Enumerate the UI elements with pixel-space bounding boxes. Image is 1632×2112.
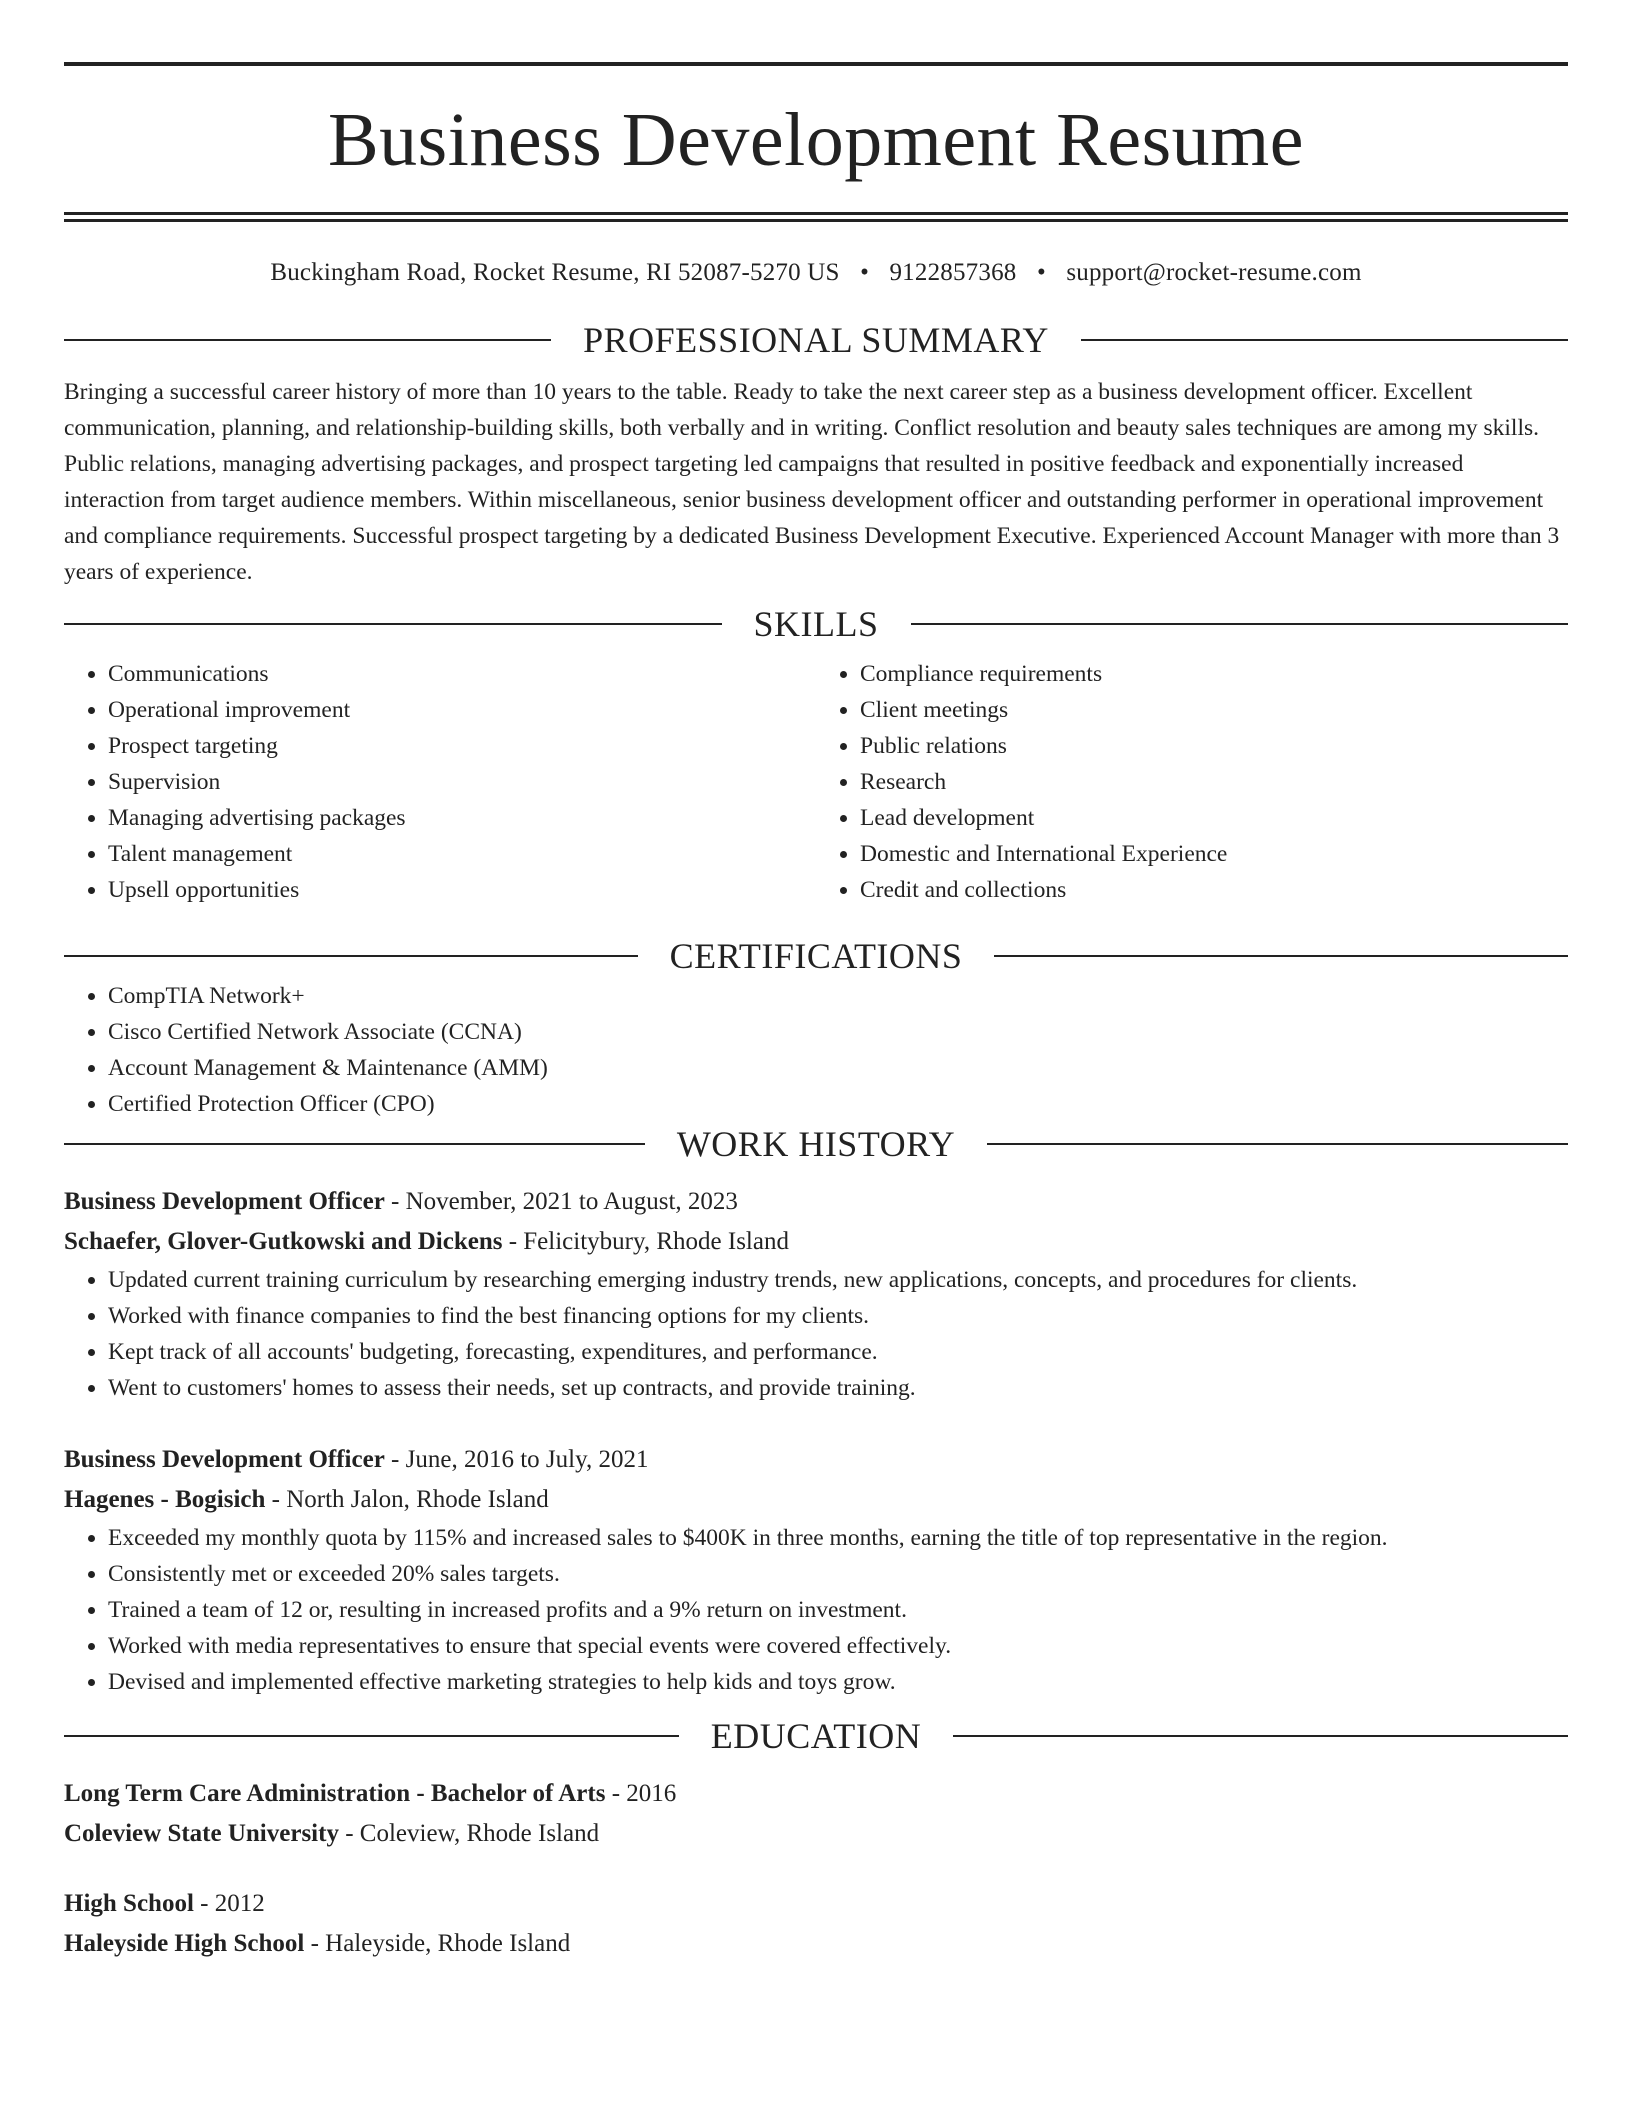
section-header-work	[64, 1122, 1568, 1166]
certification-item: • Cisco Certified Network Associate (CCNA)	[108, 1014, 1568, 1050]
section-title-education: EDUCATION	[710, 1716, 922, 1756]
section-rule-left	[64, 623, 722, 625]
job-company-line	[64, 1480, 1568, 1520]
section-rule-right	[911, 623, 1569, 625]
job-title: Business Development Officer	[64, 1446, 385, 1473]
education-location: - Coleview, Rhode Island	[338, 1820, 600, 1847]
skills-column-right	[816, 656, 1568, 908]
skill-item: • Compliance requirements	[860, 656, 1568, 692]
skill-item: • Research	[860, 764, 1568, 800]
job-dates: - June, 2016 to July, 2021	[384, 1446, 649, 1473]
education-year: - 2016	[605, 1780, 677, 1807]
certification-item: • Certified Protection Officer (CPO)	[108, 1086, 1568, 1122]
job-bullet: • Trained a team of 12 or, resulting in increased profits and a 9% return on investment.	[108, 1592, 1568, 1628]
job-entry	[64, 1182, 1568, 1406]
skill-item: • Lead development	[860, 800, 1568, 836]
skill-item: • Supervision	[108, 764, 816, 800]
skills-list-left	[64, 656, 816, 908]
contact-address: Buckingham Road, Rocket Resume, RI 52087-5270 US	[270, 259, 840, 286]
job-bullet: • Updated current training curriculum by researching emerging industry trends, new applications, concepts, and procedures for clients.	[108, 1262, 1568, 1298]
section-rule-left	[64, 339, 551, 341]
contact-separator: •	[860, 259, 870, 286]
summary-paragraph: Bringing a successful career history of more than 10 years to the table. Ready to take the next career step as a business development officer. Excellent communication, planning, and relationship-building skills, both verbally and in writing. Conflict resolution and beauty sales techniques are among my skills. Public relations, managing advertising packages, and prospect targeting led campaigns that resulted in positive feedback and exponentially increased interaction from target audience members. Within miscellaneous, senior business development officer and outstanding performer in operational improvement and compliance requirements. Successful prospect targeting by a dedicated Business Development Executive. Experienced Account Manager with more than 3 years of experience.	[64, 379, 1560, 585]
skill-item: • Talent management	[108, 836, 816, 872]
contact-line	[64, 258, 1568, 288]
skill-item: • Upsell opportunities	[108, 872, 816, 908]
section-rule-right	[994, 955, 1568, 957]
job-bullet: • Worked with media representatives to ensure that special events were covered effectively.	[108, 1628, 1568, 1664]
education-degree: Long Term Care Administration - Bachelor of Arts	[64, 1780, 606, 1807]
section-rule-right	[1081, 339, 1568, 341]
section-header-certifications	[64, 934, 1568, 978]
skill-item: • Prospect targeting	[108, 728, 816, 764]
education-school: Coleview State University	[64, 1820, 339, 1847]
certification-item: • CompTIA Network+	[108, 978, 1568, 1014]
skill-item: • Public relations	[860, 728, 1568, 764]
job-dates: - November, 2021 to August, 2023	[384, 1188, 738, 1215]
job-title-line	[64, 1182, 1568, 1222]
education-degree-line	[64, 1774, 1568, 1814]
job-location: - North Jalon, Rhode Island	[265, 1486, 549, 1513]
job-bullet: • Went to customers' homes to assess their needs, set up contracts, and provide training.	[108, 1370, 1568, 1406]
education-entry	[64, 1884, 1568, 1964]
section-title-skills: SKILLS	[753, 604, 879, 644]
section-title-summary: PROFESSIONAL SUMMARY	[583, 320, 1049, 360]
contact-email: support@rocket-resume.com	[1066, 259, 1362, 286]
job-location: - Felicitybury, Rhode Island	[502, 1228, 789, 1255]
job-company: Hagenes - Bogisich	[64, 1486, 266, 1513]
page-title: Business Development Resume	[327, 98, 1305, 182]
certification-item: • Account Management & Maintenance (AMM)	[108, 1050, 1568, 1086]
education-location: - Haleyside, Rhode Island	[304, 1930, 571, 1957]
education-degree-line	[64, 1884, 1568, 1924]
section-header-education	[64, 1714, 1568, 1758]
job-entry	[64, 1440, 1568, 1700]
section-rule-right	[953, 1735, 1568, 1737]
job-company-line	[64, 1222, 1568, 1262]
education-degree: High School	[64, 1890, 194, 1917]
job-bullet: • Kept track of all accounts' budgeting, forecasting, expenditures, and performance.	[108, 1334, 1568, 1370]
job-title: Business Development Officer	[64, 1188, 385, 1215]
education-school: Haleyside High School	[64, 1930, 305, 1957]
skill-item: • Credit and collections	[860, 872, 1568, 908]
education-entry	[64, 1774, 1568, 1854]
title-double-rule	[64, 212, 1568, 222]
section-rule-left	[64, 955, 638, 957]
skills-grid	[64, 656, 1568, 908]
education-school-line	[64, 1924, 1568, 1964]
section-title-certifications: CERTIFICATIONS	[669, 936, 963, 976]
contact-phone: 9122857368	[889, 259, 1017, 286]
section-rule-right	[987, 1143, 1568, 1145]
education-year: - 2012	[193, 1890, 265, 1917]
contact-separator: •	[1036, 259, 1046, 286]
skill-item: • Domestic and International Experience	[860, 836, 1568, 872]
section-header-skills	[64, 602, 1568, 646]
skill-item: • Managing advertising packages	[108, 800, 816, 836]
job-bullet: • Worked with finance companies to find the best financing options for my clients.	[108, 1298, 1568, 1334]
job-bullet: • Consistently met or exceeded 20% sales targets.	[108, 1556, 1568, 1592]
top-rule	[64, 62, 1568, 66]
skills-column-left	[64, 656, 816, 908]
job-bullets	[64, 1520, 1568, 1700]
job-bullet: • Exceeded my monthly quota by 115% and increased sales to $400K in three months, earning the title of top representative in the region.	[108, 1520, 1568, 1556]
skill-item: • Communications	[108, 656, 816, 692]
section-rule-left	[64, 1735, 679, 1737]
job-company: Schaefer, Glover-Gutkowski and Dickens	[64, 1228, 503, 1255]
skills-list-right	[816, 656, 1568, 908]
job-title-line	[64, 1440, 1568, 1480]
skill-item: • Operational improvement	[108, 692, 816, 728]
job-bullets	[64, 1262, 1568, 1406]
skill-item: • Client meetings	[860, 692, 1568, 728]
section-title-work: WORK HISTORY	[676, 1124, 956, 1164]
section-header-summary	[64, 318, 1568, 362]
certifications-list	[64, 978, 1568, 1122]
education-school-line	[64, 1814, 1568, 1854]
job-bullet: • Devised and implemented effective marketing strategies to help kids and toys grow.	[108, 1664, 1568, 1700]
section-rule-left	[64, 1143, 645, 1145]
